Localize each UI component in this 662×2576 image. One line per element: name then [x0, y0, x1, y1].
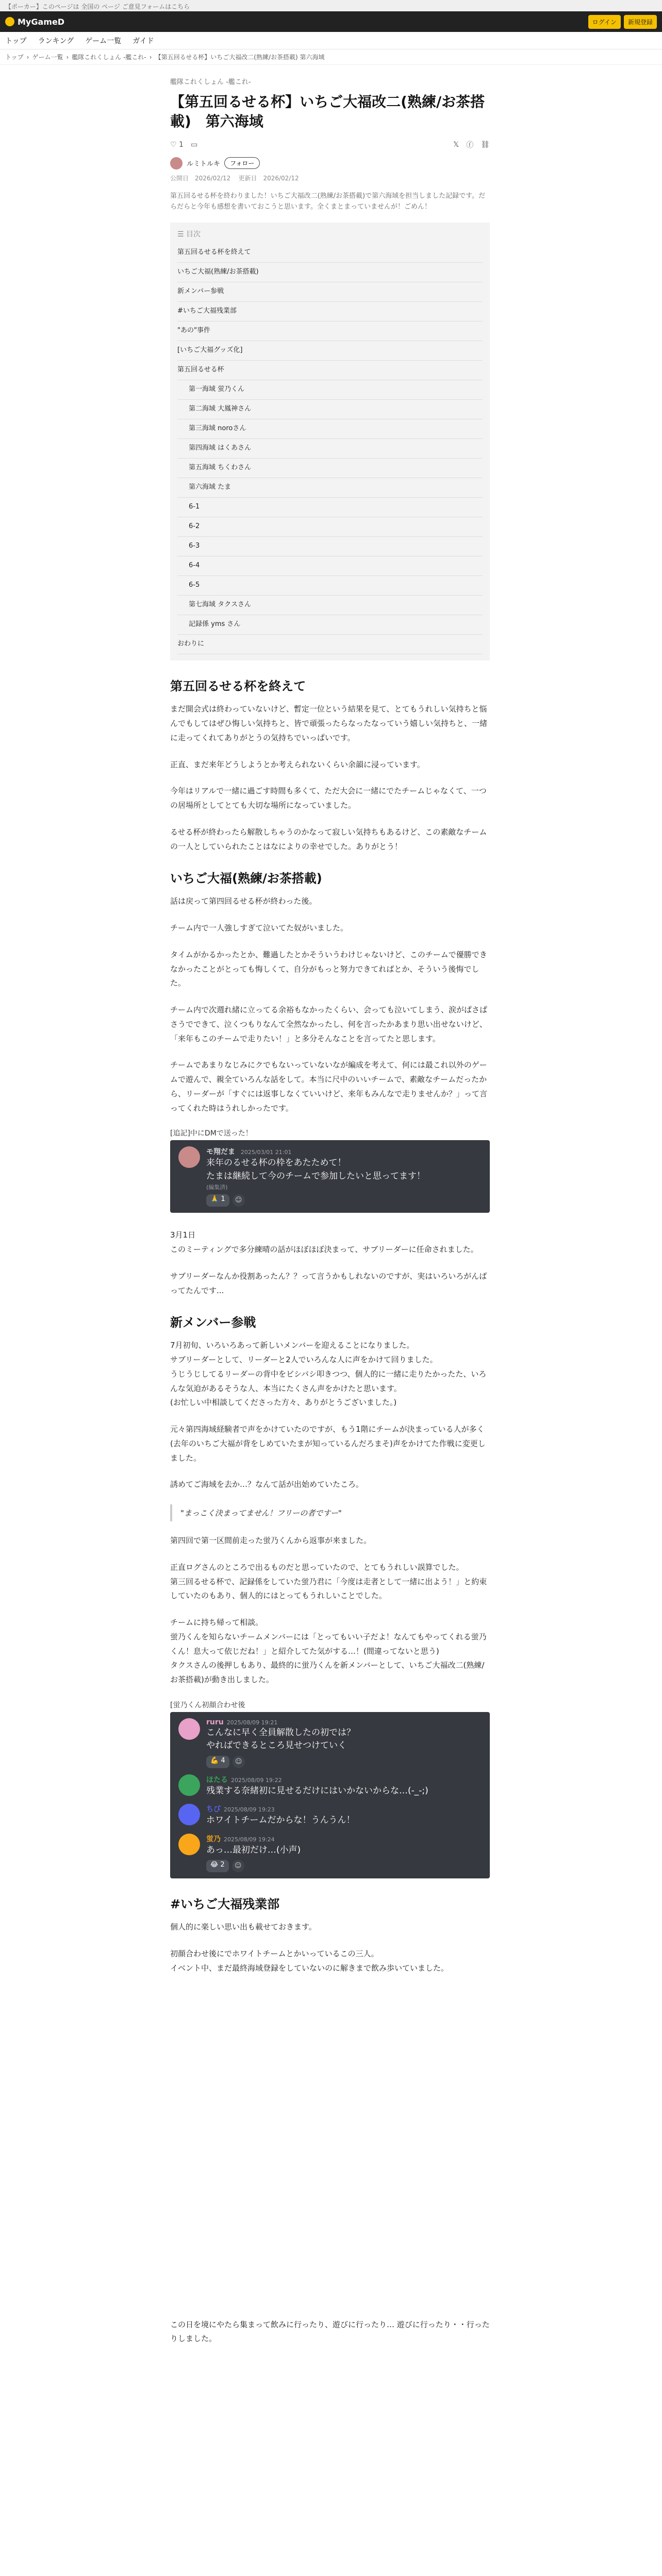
chat-username-label: ちび — [206, 1805, 221, 1814]
chat-text: 来年のるせる杯の枠をあたためて！ たまは継続して今のチームで参加したいと思ってます！ — [206, 1158, 425, 1181]
signup-button[interactable]: 新規登録 — [624, 15, 657, 29]
paragraph: 話は戻って第四回るせる杯が終わった後。 — [170, 896, 317, 906]
toc-item[interactable]: "あの"事件 — [177, 321, 483, 341]
toc-item[interactable]: 6-1 — [177, 498, 483, 517]
paragraph: 正直、まだ来年どうしようとか考えられないくらい余韻に浸っています。 — [170, 759, 425, 769]
paragraph: 初顔合わせ後にでホワイトチームとかいっているこの三人。 イベント中、まだ最終海域登録をしていないのに解きまで飲み歩いていました。 — [170, 1949, 449, 1973]
toc-item[interactable]: いちご大福(熟練/お茶搭載) — [177, 263, 483, 282]
toc-item[interactable]: [いちご大福グッズ化] — [177, 341, 483, 361]
chat-timestamp: 2025/08/09 19:21 — [226, 1719, 278, 1726]
brand-name: MyGameD — [18, 16, 65, 27]
paragraph: 今年はリアルで一緒に過ごす時間も多くて、ただ大会に一緒にでたチームじゃなくて、一つの居場所としてとても大切な場所になっていました。 — [170, 786, 487, 810]
chat-message — [178, 1834, 482, 1873]
paragraph: 正直ログさんのところで出るものだと思っていたので、とてもうれしい誤算でした。 第三回るせる杯で、記録係をしていた蛍乃君に「今度は走者として一緒に出よう！」と約束していたのもあり、個人的にはとってもうれしいことでした。 — [170, 1562, 487, 1601]
reaction-count: 4 — [221, 1756, 225, 1765]
add-reaction-icon: ☺ — [232, 1860, 244, 1872]
reaction-row — [206, 1756, 482, 1768]
chat-avatar — [178, 1834, 200, 1855]
comment-icon: ▭ — [190, 140, 198, 149]
chat-username-label: モ翔だま — [206, 1148, 235, 1157]
breadcrumb-separator-icon: › — [26, 53, 29, 61]
table-of-contents — [170, 223, 490, 660]
toc-list — [177, 243, 483, 654]
like-button[interactable] — [170, 141, 184, 149]
chat-message — [178, 1718, 482, 1768]
toc-item[interactable]: 記録係 yms さん — [177, 615, 483, 635]
toc-item[interactable]: 第五回るせる杯を終えて — [177, 243, 483, 263]
reaction-count: 1 — [221, 1195, 225, 1204]
breadcrumb — [0, 49, 662, 65]
chat-username-label: 蛍乃 — [206, 1835, 221, 1843]
chat-username — [206, 1718, 482, 1726]
toc-item[interactable]: 第七海域 タクスさん — [177, 596, 483, 615]
nav-item-games[interactable]: ゲーム一覧 — [85, 37, 122, 45]
chat-timestamp: 2025/08/09 19:24 — [224, 1836, 275, 1843]
image-caption: [追記]中にDMで送った！ — [170, 1129, 253, 1138]
chat-text: 残業する奈緒初に見せるだけにはいかないからな…(-_-;) — [206, 1785, 428, 1796]
paragraph: るせる杯が終わったら解散しちゃうのかなって寂しい気持ちもあるけど、この素敵なチームの一人としていられたことはなによりの幸せでした。ありがとう！ — [170, 827, 487, 851]
chat-text: あっ…最初だけ…(小声) — [206, 1844, 301, 1855]
toc-item[interactable]: 6-3 — [177, 537, 483, 556]
reaction-row — [206, 1194, 482, 1207]
section-heading: 第五回るせる杯を終えて — [170, 679, 306, 694]
auth-buttons — [588, 15, 657, 29]
toc-item[interactable]: 第六海域 たま — [177, 478, 483, 498]
chat-timestamp: 2025/03/01 21:01 — [240, 1149, 292, 1156]
toc-item[interactable]: 第一海域 蛍乃くん — [177, 380, 483, 400]
paragraph: チーム内で一人強しすぎて泣いてた奴がいました。 — [170, 923, 349, 933]
top-bar — [0, 11, 662, 32]
toc-item[interactable]: 第五海域 ちくわさん — [177, 459, 483, 478]
article — [170, 76, 490, 2359]
nav-item-ranking[interactable]: ランキング — [38, 37, 74, 45]
reaction-badge — [206, 1756, 229, 1768]
reaction-count: 2 — [220, 1861, 225, 1869]
logo-icon — [5, 17, 14, 26]
chat-message — [178, 1146, 482, 1207]
toc-item[interactable]: 6-2 — [177, 517, 483, 537]
site-notice: 【ポーカー】このページは 全国の ページ ご意見フォームはこちら — [0, 0, 662, 11]
toc-item[interactable]: 第五回るせる杯 — [177, 361, 483, 380]
chat-edited: (編集済) — [206, 1184, 228, 1191]
like-count: 1 — [179, 140, 184, 149]
paragraph: 7月初旬、いろいろあって新しいメンバーを迎えることになりました。 サブリーダーとして、リーダーと2人でいろんな人に声をかけて回りました。 うじうじしてるリーダーの背中をビシバシ叩きつつ、個人的に一緒に走りたかったた、いろんな気迫があるそうな人、本当にたくさん声をかけたと思います。 (お忙しい中相談してくださった方々、ありがとうございました。) — [170, 1341, 487, 1408]
add-reaction-icon: ☺ — [233, 1756, 245, 1768]
paragraph: タイムがかるかったとか、難過したとかそういうわけじゃないけど、このチームで優勝できなかったことがとっても悔しくて、自分がもっと努力できてればとか、そういう後悔でした。 — [170, 950, 487, 988]
toc-heading-label: 目次 — [186, 230, 201, 239]
paragraph: チーム内で次週れ緒に立ってる余裕もなかったくらい、会っても泣いてしまう、涙がぱさぱさうでできて、泣くつもりなんて全然なかったし、何を言ったかあまり思い出せないけど、「来年もこのチームで走りたい！」と多分そんなことを言ってたと思します。 — [170, 1005, 488, 1043]
breadcrumb-separator-icon: › — [149, 53, 152, 61]
toc-item[interactable]: 6-4 — [177, 556, 483, 576]
toc-item[interactable]: 6-5 — [177, 576, 483, 596]
share-facebook-icon[interactable]: ⓕ — [466, 141, 474, 149]
reaction-badge — [206, 1860, 229, 1872]
article-intro: 第五回るせる杯を終わりました！いちご大福改二(熟練/お茶搭載)で第六海域を担当しました記録です。だらだらと今年も感想を書いておこうと思います。全くまとまっていませんが！ごめん！ — [170, 192, 486, 211]
chat-avatar — [178, 1804, 200, 1825]
toc-item[interactable]: #いちご大福残業部 — [177, 302, 483, 321]
chat-username — [206, 1774, 482, 1785]
chat-avatar — [178, 1718, 200, 1740]
section-heading: #いちご大福残業部 — [170, 1897, 280, 1912]
toc-item[interactable]: 第二海域 大鳳神さん — [177, 400, 483, 419]
chat-message — [178, 1804, 482, 1827]
discord-screenshot — [170, 1712, 490, 1879]
toc-item[interactable]: 第四海域 はくあさん — [177, 439, 483, 459]
chat-avatar — [178, 1774, 200, 1796]
reaction-badge — [206, 1194, 229, 1207]
paragraph: この日を境にやたら集まって飲みに行ったり、遊びに行ったり… 遊びに行ったり・・行ったりしました。 — [170, 2319, 490, 2344]
image-placeholder — [170, 1988, 490, 2318]
login-button[interactable]: ログイン — [588, 15, 621, 29]
paragraph: 元々第四海域経験者で声をかけていたのですが、もう1階にチームが決まっている人が多く(去年のいちご大福が背をしめていたまが知っているんだろまそ)声をかけてた作戦に変更しました。 — [170, 1425, 486, 1463]
author-avatar[interactable] — [170, 157, 183, 170]
nav-item-guide[interactable]: ガイド — [133, 37, 154, 45]
share-link-icon[interactable]: ⛓ — [481, 140, 490, 149]
section-heading: 新メンバー参戦 — [170, 1315, 256, 1330]
paragraph: 3月1日 このミーティングで多分練晴の話がほぼほぼ決まって、サブリーダーに任命されました。 — [170, 1230, 478, 1255]
paragraph: サブリーダーなんか役割あったん？？って言うかもしれないのですが、実はいろいろがんばってたんです... — [170, 1271, 487, 1295]
author-name[interactable]: ルミトルキ — [187, 160, 221, 168]
chat-avatar — [178, 1146, 200, 1168]
list-icon: ☰ — [177, 230, 184, 239]
reaction-emoji: 🙏 — [210, 1195, 219, 1204]
paragraph: チームに持ち帰って相談。 蛍乃くんを知らないチームメンバーには「とってもいい子だよ！なんてもやってくれる蛍乃くん！息大って依じだね！」と紹介してた気がする…！(間違ってないと思う) タクスさんの後押しもあり、最終的に蛍乃くんを新メンバーとして、いちご大福改二(熟練/お茶搭載)が動き出しました。 — [170, 1618, 487, 1685]
toc-heading — [177, 229, 483, 239]
main-nav — [0, 32, 662, 49]
add-reaction-icon: ☺ — [233, 1194, 245, 1207]
image-caption: [蛍乃くん初顔合わせ後 — [170, 1701, 245, 1709]
comment-button[interactable] — [191, 141, 197, 149]
paragraph: チームであまりなじみにクでもないっていないなが編成を考えて、何には最これ以外のゲームで遊んで、親全ていろんな話をして。本当に尺中のいいチームで、素敵なチームだったから、リーダーが「すぐには返事しなくていいけど、来年もみんなで走りませんか？」って言ってくれた時はうれしかったです。 — [170, 1060, 488, 1113]
author-row — [170, 157, 490, 170]
paragraph: 誘めてご海域を去か…？なんて話が出始めていたころ。 — [170, 1480, 364, 1489]
discord-screenshot — [170, 1140, 490, 1213]
toc-item[interactable]: おわりに — [177, 635, 483, 654]
chat-timestamp: 2025/08/09 19:22 — [231, 1776, 282, 1784]
breadcrumb-current: 【第五回るせる杯】いちご大福改二(熟練/お茶搭載) 第六海域 — [155, 54, 325, 61]
chat-username-label: ruru — [206, 1718, 224, 1726]
posted-date: 公開日 2026/02/12 — [170, 174, 231, 182]
toc-item[interactable]: 新メンバー参戦 — [177, 282, 483, 302]
updated-date: 更新日 2026/02/12 — [238, 174, 299, 182]
chat-timestamp: 2025/08/09 19:23 — [224, 1806, 275, 1814]
reaction-emoji: 😂 — [210, 1861, 219, 1869]
chat-username — [206, 1834, 482, 1844]
breadcrumb-separator-icon: › — [66, 53, 69, 61]
paragraph: 個人的に楽しい思い出も載せておきます。 — [170, 1922, 317, 1932]
article-title: 【第五回るせる杯】いちご大福改二(熟練/お茶搭載) 第六海域 — [170, 93, 485, 130]
site-logo[interactable] — [5, 17, 64, 27]
article-actions — [170, 140, 490, 150]
follow-button[interactable]: フォロー — [224, 157, 260, 169]
breadcrumb-game[interactable]: 艦隊これくしょん -艦これ- — [72, 54, 146, 61]
breadcrumb-top[interactable]: トップ — [5, 54, 24, 61]
reaction-emoji: 💪 — [210, 1756, 219, 1765]
breadcrumb-games[interactable]: ゲーム一覧 — [32, 54, 63, 61]
paragraph: 第四回で第一区間前走った蛍乃くんから返事が来ました。 — [170, 1536, 372, 1546]
article-category[interactable]: 艦隊これくしょん -艦これ- — [170, 78, 251, 86]
chat-username — [206, 1804, 482, 1814]
share-x-icon[interactable]: 𝕏 — [453, 140, 459, 149]
section-heading: いちご大福(熟練/お茶搭載) — [170, 871, 322, 886]
chat-username — [206, 1146, 482, 1157]
article-dates — [170, 174, 490, 182]
reaction-row — [206, 1860, 482, 1872]
nav-item-top[interactable]: トップ — [5, 37, 27, 45]
blockquote: "まっこく決まってません！フリーの者ですー" — [170, 1504, 490, 1521]
heart-icon: ♡ — [170, 140, 177, 149]
chat-username-label: ほたる — [206, 1775, 228, 1784]
chat-text: ホワイトチームだからな！うんうん！ — [206, 1815, 355, 1826]
chat-text: こんなに早く全員解散したの初では？ やればできるところ見せつけていく — [206, 1727, 355, 1751]
chat-message — [178, 1774, 482, 1798]
paragraph: まだ開会式は終わっていないけど、暫定一位という結果を見て、とてもうれしい気持ちと悩んでもしてはぜひ悔しい気持ちと、皆で頑張ったらなったなっていう嬉しい気持ちと、一緒に走ってくれてありがとうの気持ちでいっぱいです。 — [170, 704, 488, 742]
toc-item[interactable]: 第三海域 noroさん — [177, 419, 483, 439]
